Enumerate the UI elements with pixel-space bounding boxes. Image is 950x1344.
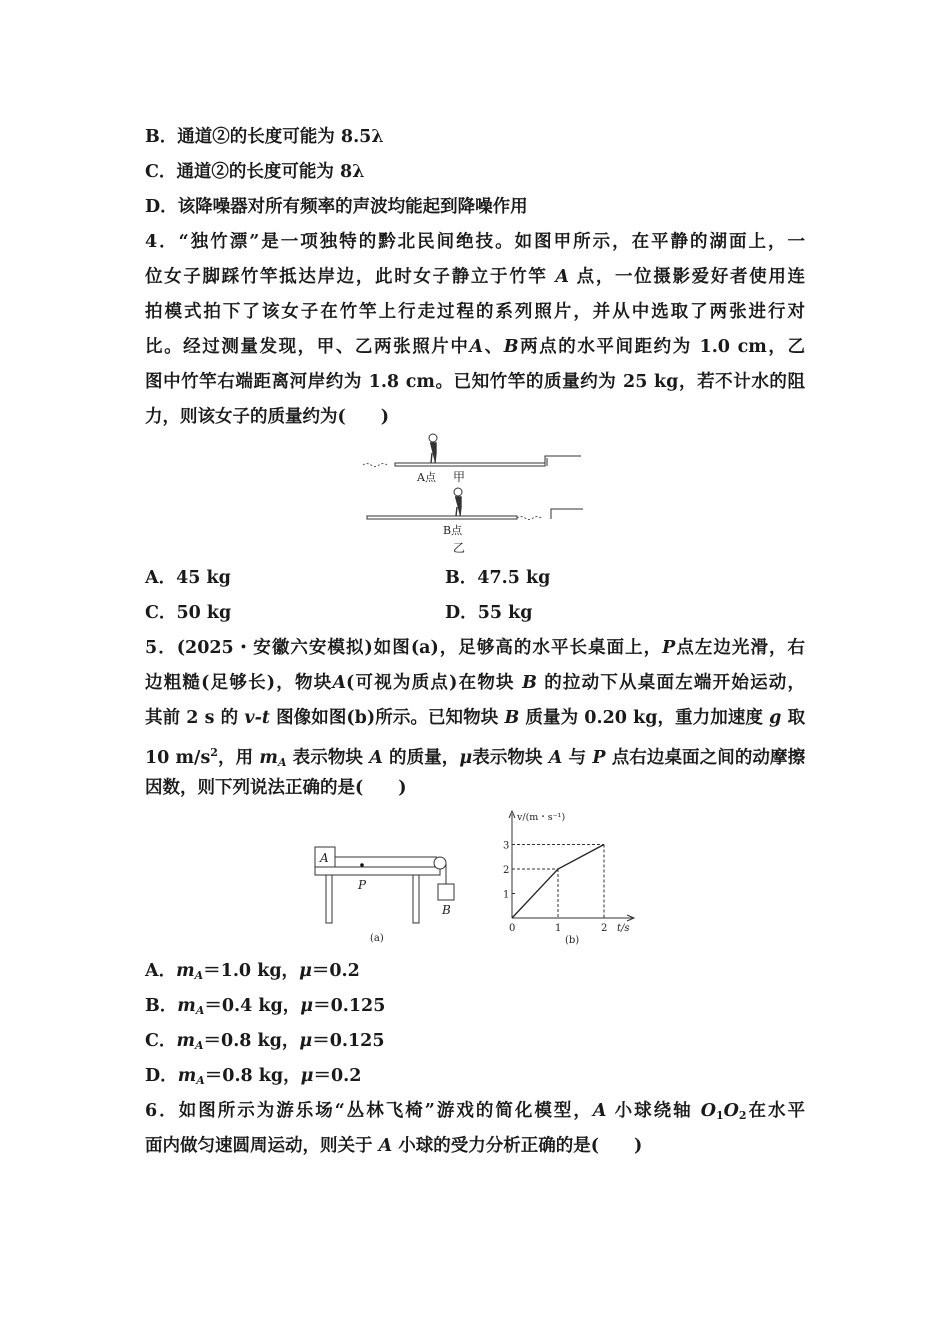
q5-line-3: 其前 2 s 的 v-t 图像如图(b)所示。已知物块 B 质量为 0.20 kg，重力加速度 g 取 [145, 708, 806, 728]
q4-option-a: A．45 kg [145, 568, 231, 588]
caption-a: (a) [370, 933, 384, 944]
q5-option-b: B．$m_A=0.4$ kg，μ＝0.125 [145, 996, 386, 1017]
bamboo-pole-jia [395, 463, 545, 466]
label-jia: 甲 [453, 470, 466, 484]
table-top [315, 867, 440, 875]
table-leg-right [413, 875, 419, 923]
q4-line-1: 4．“独竹漂”是一项独特的黔北民间绝技。如图甲所示，在平静的湖面上，一 [145, 232, 805, 252]
x-tick-label-2: 2 [601, 923, 608, 934]
q5-line-2: 边粗糙(足够长)，物块A(可视为质点)在物块 B 的拉动下从桌面左端开始运动， [145, 673, 806, 693]
q4-option-b: B．47.5 kg [445, 568, 551, 588]
q5-vt-chart [495, 806, 645, 948]
label-block-b: B [442, 903, 451, 917]
q4-line-3: 拍模式拍下了该女子在竹竿上行走过程的系列照片，并从中选取了两张进行对 [145, 302, 805, 322]
q5-figure-a [310, 838, 470, 948]
q5-option-c: C．$m_A=0.8$ kg，μ＝0.125 [145, 1031, 385, 1052]
shore-yi [551, 509, 583, 519]
y-tick-label-1: 1 [503, 889, 510, 901]
label-yi: 乙 [453, 541, 466, 555]
caption-b: (b) [565, 935, 580, 946]
block-b [438, 884, 454, 900]
y-tick-label-2: 2 [503, 865, 510, 876]
y-axis-label: v/(m・s⁻¹) [517, 812, 566, 823]
woman-head-yi [454, 488, 462, 496]
table-leg-left [326, 875, 332, 923]
q4-option-c: C．50 kg [145, 603, 232, 623]
point-p [360, 863, 364, 867]
q4-figure [355, 430, 595, 558]
q6-line-1: 6．如图所示为游乐场“丛林飞椅”游戏的简化模型，A 小球绕轴 $O_1O_2$在水平 [145, 1101, 806, 1122]
label-b-point: B点 [443, 524, 463, 537]
option-b-prev: B．通道②的长度可能为 8.5λ [145, 127, 384, 147]
pulley [434, 857, 446, 869]
y-tick-label-3: 3 [503, 840, 510, 852]
x-tick-label-1: 1 [555, 923, 562, 934]
bamboo-pole-yi [367, 516, 517, 519]
label-block-a: A [320, 851, 329, 865]
q5-line-5: 因数，则下列说法正确的是( ) [145, 778, 407, 798]
option-c-prev: C．通道②的长度可能为 8λ [145, 162, 365, 182]
q4-line-6: 力，则该女子的质量约为( ) [145, 407, 390, 427]
q4-line-4: 比。经过测量发现，甲、乙两张照片中A、B两点的水平间距约为 1.0 cm，乙 [145, 337, 805, 357]
woman-head-jia [429, 434, 437, 442]
q5-option-a: A．$m_A=1.0$ kg，μ＝0.2 [145, 961, 360, 982]
q5-line-1: 5．(2025・安徽六安模拟)如图(a)，足够高的水平长桌面上，P点左边光滑，右 [145, 638, 806, 658]
x-axis-label: t/s [617, 923, 630, 934]
option-d-prev: D．该降噪器对所有频率的声波均能起到降噪作用 [145, 197, 528, 217]
woman-body-yi [455, 497, 461, 516]
woman-body-jia [430, 443, 436, 463]
x-tick-label-0: 0 [509, 923, 516, 934]
q4-option-d: D．55 kg [445, 603, 533, 623]
q5-option-d: D．$m_A=0.8$ kg，μ＝0.2 [145, 1066, 362, 1087]
water-wave-jia [363, 464, 387, 467]
q5-line-4: 10 $m/s^2$，用 $m_A$ 表示物块 A 的质量，μ表示物块 A 与 P 点右边桌面之间的动摩擦 [145, 746, 806, 769]
label-point-p: P [358, 878, 367, 892]
q6-line-2: 面内做匀速圆周运动，则关于 A 小球的受力分析正确的是( ) [145, 1136, 643, 1156]
q4-line-2: 位女子脚踩竹竿抵达岸边，此时女子静立于竹竿 A 点，一位摄影爱好者使用连 [145, 267, 806, 287]
label-a-point: A点 [417, 471, 436, 484]
shore-jia [545, 456, 581, 466]
water-wave-yi [517, 517, 541, 520]
q4-line-5: 图中竹竿右端距离河岸约为 1.8 cm。已知竹竿的质量约为 25 kg，若不计水的阻 [145, 372, 805, 392]
